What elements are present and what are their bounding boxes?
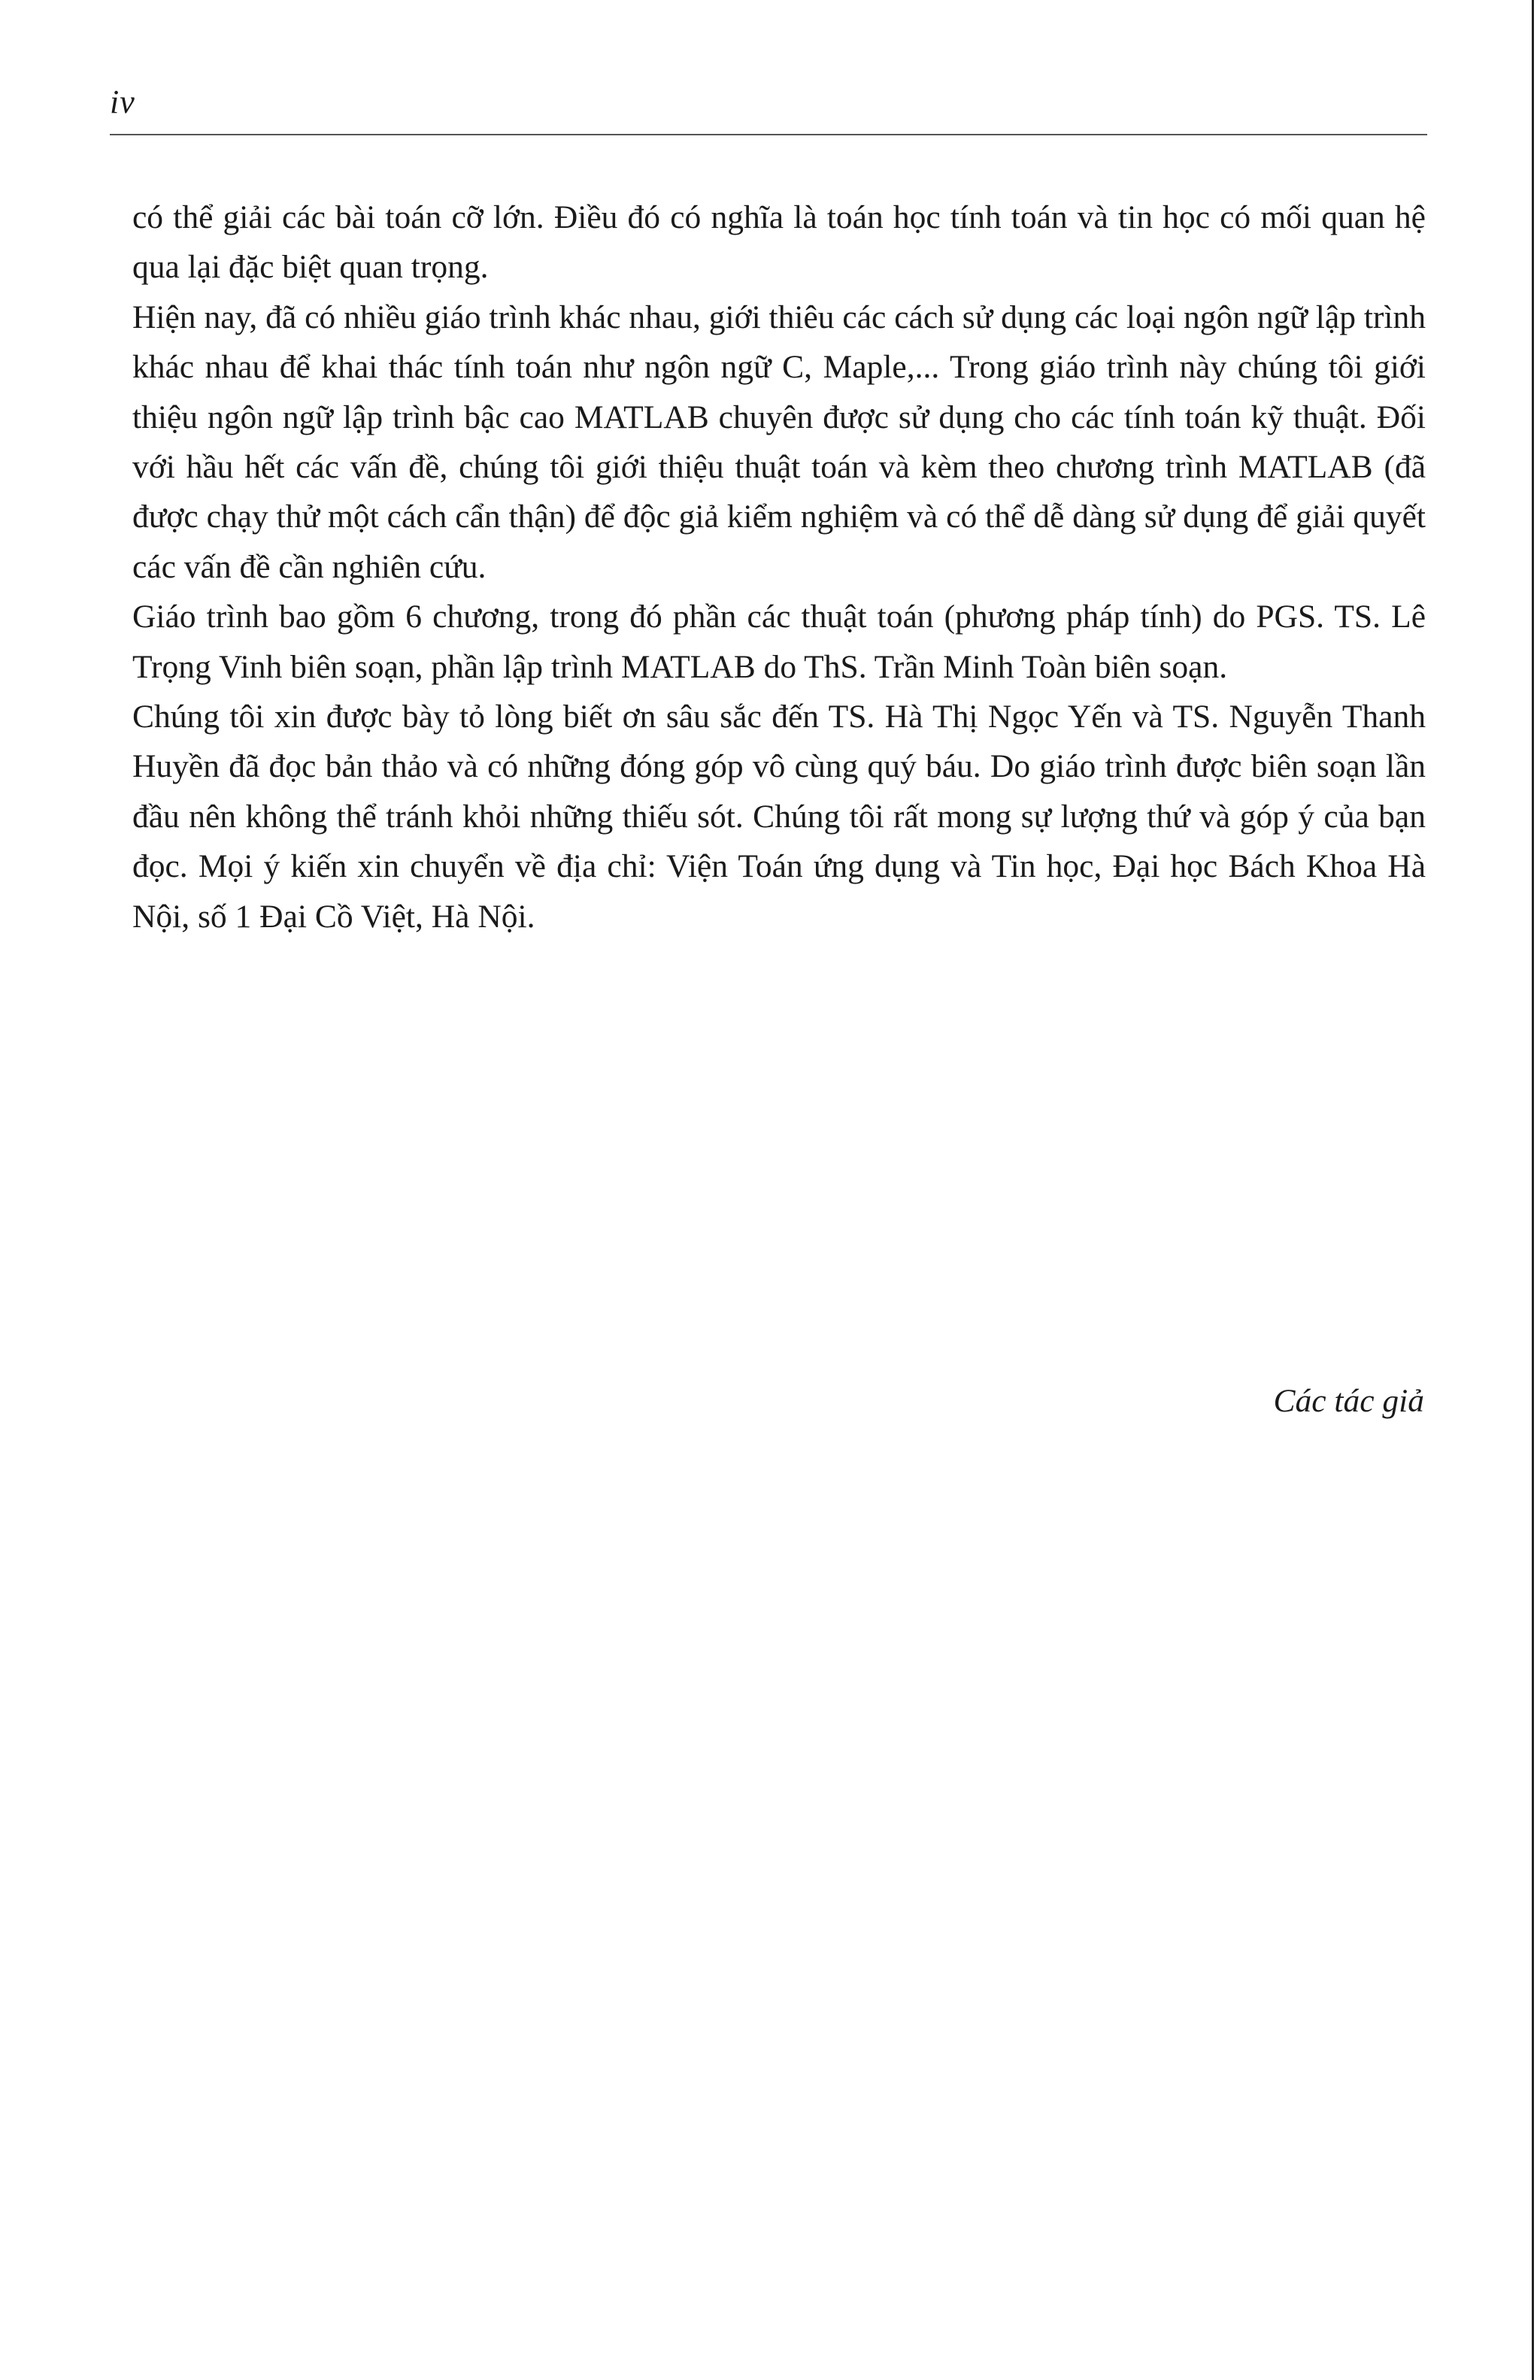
- matlab-name: MATLAB: [620, 648, 756, 685]
- paragraph-2-text-a: Hiện nay, đã có nhiều giáo trình khác nhau, giới thiêu các cách sử dụng các loại ngôn ngữ lập trình khác nhau để khai thác tính toán như ngôn ngữ C, Maple,... Trong giáo trình này chúng tôi giới thiệu ngôn ngữ lập trình bậc cao: [132, 299, 1426, 435]
- paragraph-1-text: có thể giải các bài toán cỡ lớn. Điều đó có nghĩa là toán học tính toán và tin học có mối quan hệ qua lại đặc biệt quan trọng.: [132, 199, 1426, 286]
- paragraph-1: [132, 193, 1426, 293]
- author-signature: Các tác giả: [1273, 1383, 1424, 1419]
- page-number: iv: [110, 83, 135, 120]
- paragraph-2-text-b: chuyên được sử dụng cho các tính toán kỹ thuật. Đối với hầu hết các vấn đề, chúng tôi giới thiệu thuật toán và kèm theo chương trình: [132, 399, 1426, 486]
- page-edge-line: [1532, 0, 1534, 2380]
- header-rule: [110, 134, 1427, 135]
- paragraph-4: [132, 692, 1426, 941]
- paragraph-2-text-c: (đã được chạy thử một cách cẩn thận) để độc giả kiểm nghiệm và có thể dễ dàng sử dụng để giải quyết các vấn đề cần nghiên cứu.: [132, 449, 1426, 585]
- paragraph-3-text-a: Giáo trình bao gồm 6 chương, trong đó phần các thuật toán (phương pháp tính) do PGS. TS. Lê Trọng Vinh biên soạn, phần lập trình: [132, 599, 1426, 685]
- paragraph-3: [132, 592, 1426, 692]
- body-text: [132, 193, 1426, 941]
- paragraph-4-text: Chúng tôi xin được bày tỏ lòng biết ơn sâu sắc đến TS. Hà Thị Ngọc Yến và TS. Nguyễn Thanh Huyền đã đọc bản thảo và có những đóng góp vô cùng quý báu. Do giáo trình được biên soạn lần đầu nên không thể tránh khỏi những thiếu sót. Chúng tôi rất mong sự lượng thứ và góp ý của bạn đọc. Mọi ý kiến xin chuyển về địa chỉ: Viện Toán ứng dụng và Tin học, Đại học Bách Khoa Hà Nội, số 1 Đại Cồ Việt, Hà Nội.: [132, 699, 1426, 935]
- paragraph-2: [132, 293, 1426, 592]
- matlab-name: MATLAB: [1238, 449, 1373, 486]
- matlab-name: MATLAB: [574, 399, 709, 435]
- paragraph-3-text-b: do ThS. Trần Minh Toàn biên soạn.: [755, 648, 1228, 685]
